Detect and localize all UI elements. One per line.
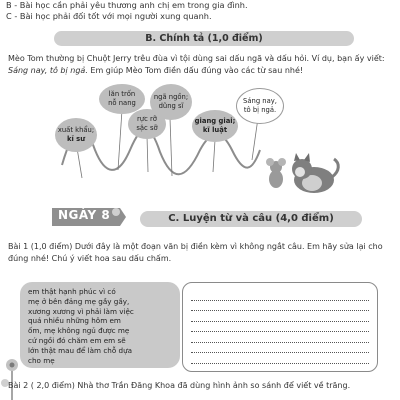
answer-line[interactable] xyxy=(191,311,369,322)
jerry-ear-left xyxy=(266,158,274,166)
string-4 xyxy=(170,118,172,176)
paragraph-line: cứ ngồi đó chăm em em sẽ xyxy=(28,335,126,345)
paragraph-line: ốm, mẹ không ngủ được mẹ xyxy=(28,326,130,336)
balloon-5-line1: giang giai; xyxy=(194,117,236,125)
balloon-4 xyxy=(150,84,192,120)
answer-line[interactable] xyxy=(191,353,369,364)
flower-decoration-icon xyxy=(0,355,24,400)
exercise-1-prompt: Bài 1 (1,0 điểm) Dưới đây là một đoạn văn bị điền kèm vì không ngắt câu. Em hãy sửa lại cho đúng nhé! Chú ý viết hoa sau dấu chấm. xyxy=(8,242,383,263)
option-b: B - Bài học cần phải yêu thương anh chị em trong gia đình. xyxy=(6,0,248,10)
section-b-title: B. Chính tả (1,0 điểm) xyxy=(54,31,354,46)
balloon-3-line1: rực rỡ xyxy=(137,115,157,123)
paragraph-line: xương xương vì phải làm việc xyxy=(28,306,134,316)
option-c: C - Bài học phải đối tốt với mọi người xung quanh. xyxy=(6,11,212,21)
balloon-6-line2: tô bị ngả. xyxy=(243,106,277,114)
balloon-1-line1: xuất khẩu; xyxy=(57,126,95,134)
day-label: NGÀY 8 xyxy=(58,208,111,222)
section-c-title: C. Luyện từ và câu (4,0 điểm) xyxy=(140,211,362,227)
answer-line[interactable] xyxy=(191,290,369,301)
instructions-example: Sáng nay, tô bị ngả. xyxy=(8,66,88,75)
tom-muzzle xyxy=(295,167,305,177)
balloon-6-line1: Sáng nay, xyxy=(243,97,277,105)
paragraph-line: quá nhiều những hôm em xyxy=(28,316,121,326)
balloon-5 xyxy=(192,110,238,142)
string-6 xyxy=(252,118,258,160)
string-2 xyxy=(118,110,122,170)
string-3 xyxy=(147,136,148,172)
balloon-2-line2: nỗ nang xyxy=(108,99,136,107)
paragraph-line: cho mẹ xyxy=(28,355,55,365)
instructions-text: Mèo Tom thường bị Chuột Jerry trêu đùa vì tội dùng sai dấu ngã và dấu hỏi. Ví dụ, bạn ấy viết: xyxy=(8,54,385,63)
answer-box[interactable] xyxy=(182,282,378,372)
tom-tail xyxy=(332,159,338,177)
tom-and-jerry-illustration xyxy=(262,147,342,197)
balloon-2-line1: lăn trốn xyxy=(108,90,136,98)
balloon-4-line1: ngã ngồn; xyxy=(153,93,189,101)
paragraph-line: em thật hạnh phúc vì có xyxy=(28,287,116,296)
answer-line[interactable] xyxy=(191,322,369,333)
balloon-1 xyxy=(55,118,97,152)
balloon-3-line2: sặc sỡ xyxy=(136,124,158,132)
string-5 xyxy=(213,140,215,172)
balloon-1-line2: kỉ sư xyxy=(66,135,86,143)
answer-line[interactable] xyxy=(191,343,369,354)
instructions-tail: Em giúp Mèo Tom điền dấu đúng vào các từ sau nhé! xyxy=(87,66,304,75)
answer-line[interactable] xyxy=(191,301,369,312)
answer-line[interactable] xyxy=(191,332,369,343)
balloon-5-line2: kĩ luật xyxy=(202,126,228,134)
jerry-ear-right xyxy=(278,158,286,166)
paragraph-line: mẹ ở bên đảng mẹ gầy gầy, xyxy=(28,296,130,306)
balloon-6 xyxy=(236,88,284,124)
paragraph-to-fix xyxy=(20,282,180,368)
balloon-4-line2: dũng sĩ xyxy=(158,102,184,110)
paragraph-line: lớn thật mau để làm chỗ dựa xyxy=(28,345,133,355)
exercise-2-prompt: Bài 2 ( 2,0 điểm) Nhà thơ Trần Đăng Khoa đã dùng hình ảnh so sánh để viết về trăng. xyxy=(8,381,351,390)
string-1 xyxy=(77,148,82,178)
